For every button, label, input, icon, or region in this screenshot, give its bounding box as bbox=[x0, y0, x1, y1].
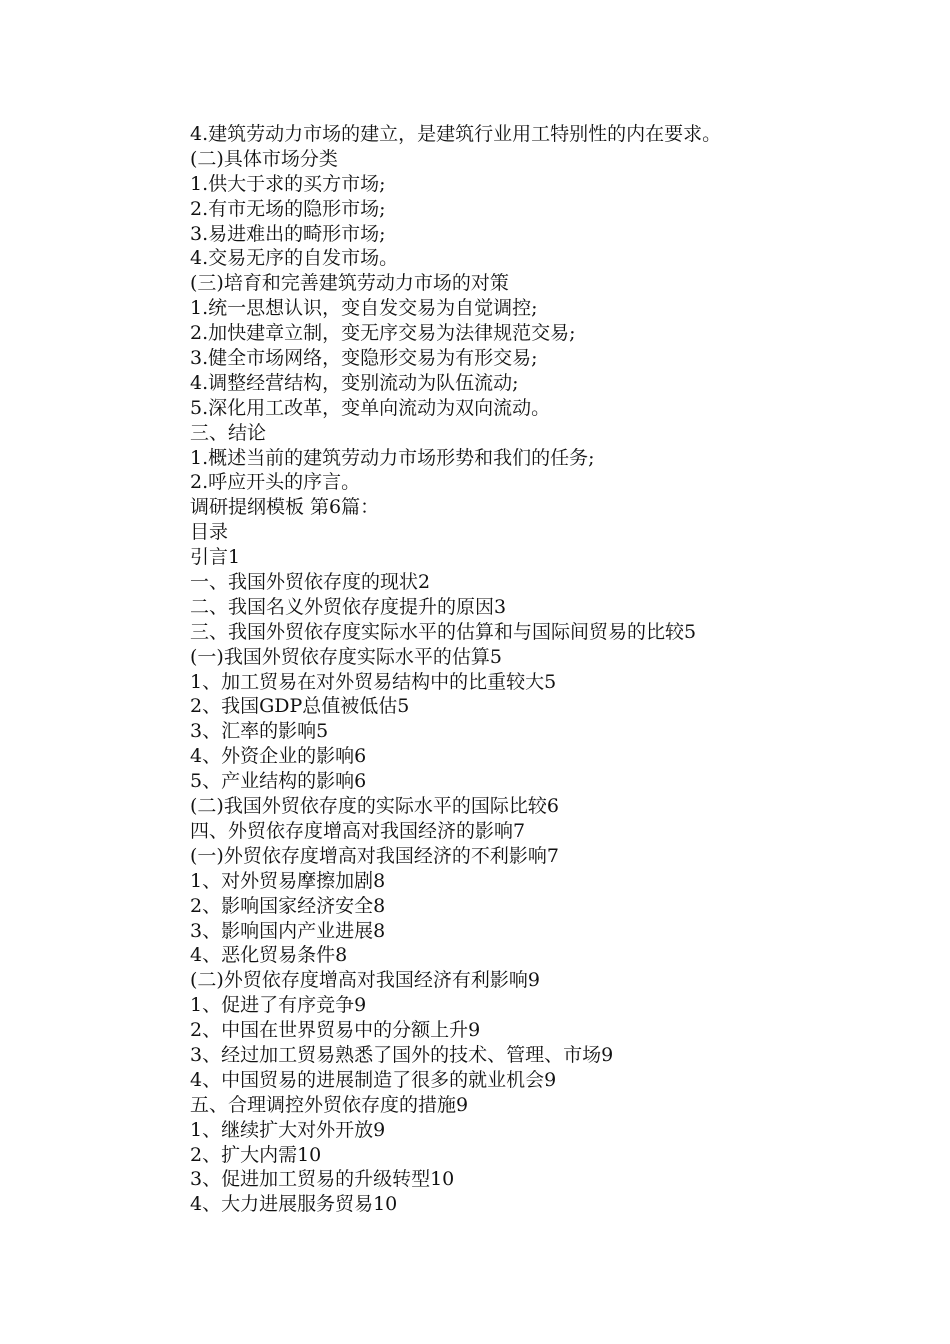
toc-entry: 4、中国贸易的进展制造了很多的就业机会9 bbox=[190, 1068, 557, 1091]
toc-entry: 五、合理调控外贸依存度的措施9 bbox=[190, 1093, 469, 1116]
toc-entry: 3、影响国内产业进展8 bbox=[190, 919, 386, 942]
toc-entry: 二、我国名义外贸依存度提升的原因3 bbox=[190, 595, 507, 618]
toc-entry: 4、外资企业的影响6 bbox=[190, 745, 367, 768]
toc-entry: 1、继续扩大对外开放9 bbox=[190, 1118, 386, 1141]
toc-entry: (二)我国外贸依存度的实际水平的国际比较6 bbox=[190, 795, 559, 818]
toc-entry: 3、促进加工贸易的升级转型10 bbox=[190, 1168, 455, 1191]
toc-entry: 4、大力进展服务贸易10 bbox=[190, 1193, 398, 1216]
text-line: 2.呼应开头的序言。 bbox=[190, 471, 361, 494]
toc-entry: 3、经过加工贸易熟悉了国外的技术、管理、市场9 bbox=[190, 1043, 614, 1066]
text-line: 1.供大于求的买方市场; bbox=[190, 172, 386, 195]
toc-entry: 1、对外贸易摩擦加剧8 bbox=[190, 869, 386, 892]
toc-entry: 3、汇率的影响5 bbox=[190, 720, 329, 743]
toc-entry: 三、我国外贸依存度实际水平的估算和与国际间贸易的比较5 bbox=[190, 620, 697, 643]
toc-heading: 目录 bbox=[190, 521, 229, 544]
toc-entry: 2、影响国家经济安全8 bbox=[190, 894, 386, 917]
toc-entry: 2、中国在世界贸易中的分额上升9 bbox=[190, 1019, 481, 1042]
text-line: 3.健全市场网络，变隐形交易为有形交易; bbox=[190, 347, 538, 370]
toc-entry: 2、我国GDP总值被低估5 bbox=[190, 695, 410, 718]
toc-entry: 一、我国外贸依存度的现状2 bbox=[190, 571, 431, 594]
section-heading: (二)具体市场分类 bbox=[190, 147, 338, 170]
toc-entry: (一)外贸依存度增高对我国经济的不利影响7 bbox=[190, 844, 559, 867]
text-line: 5.深化用工改革，变单向流动为双向流动。 bbox=[190, 396, 551, 419]
text-line: 1.概述当前的建筑劳动力市场形势和我们的任务; bbox=[190, 446, 595, 469]
text-line: 4.调整经营结构，变别流动为队伍流动; bbox=[190, 371, 519, 394]
text-line: 4.交易无序的自发市场。 bbox=[190, 247, 399, 270]
section-heading: (三)培育和完善建筑劳动力市场的对策 bbox=[190, 272, 509, 295]
text-line: 2.有市无场的隐形市场; bbox=[190, 197, 386, 220]
text-line: 2.加快建章立制，变无序交易为法律规范交易; bbox=[190, 322, 576, 345]
template-title: 调研提纲模板 第6篇： bbox=[190, 496, 380, 519]
text-line: 3.易进难出的畸形市场; bbox=[190, 222, 386, 245]
document-body bbox=[190, 122, 930, 1217]
toc-entry: 2、扩大内需10 bbox=[190, 1143, 322, 1166]
toc-entry: 1、促进了有序竞争9 bbox=[190, 994, 367, 1017]
toc-entry: (二)外贸依存度增高对我国经济有利影响9 bbox=[190, 969, 540, 992]
toc-entry: 1、加工贸易在对外贸易结构中的比重较大5 bbox=[190, 670, 557, 693]
text-line: 4.建筑劳动力市场的建立，是建筑行业用工特别性的内在要求。 bbox=[190, 123, 722, 145]
toc-entry: 引言1 bbox=[190, 546, 241, 569]
toc-entry: 5、产业结构的影响6 bbox=[190, 770, 367, 793]
text-line: 1.统一思想认识，变自发交易为自觉调控; bbox=[190, 297, 538, 320]
toc-entry: (一)我国外贸依存度实际水平的估算5 bbox=[190, 645, 502, 668]
toc-entry: 四、外贸依存度增高对我国经济的影响7 bbox=[190, 819, 526, 842]
toc-entry: 4、恶化贸易条件8 bbox=[190, 944, 348, 967]
section-heading: 三、结论 bbox=[190, 421, 267, 444]
